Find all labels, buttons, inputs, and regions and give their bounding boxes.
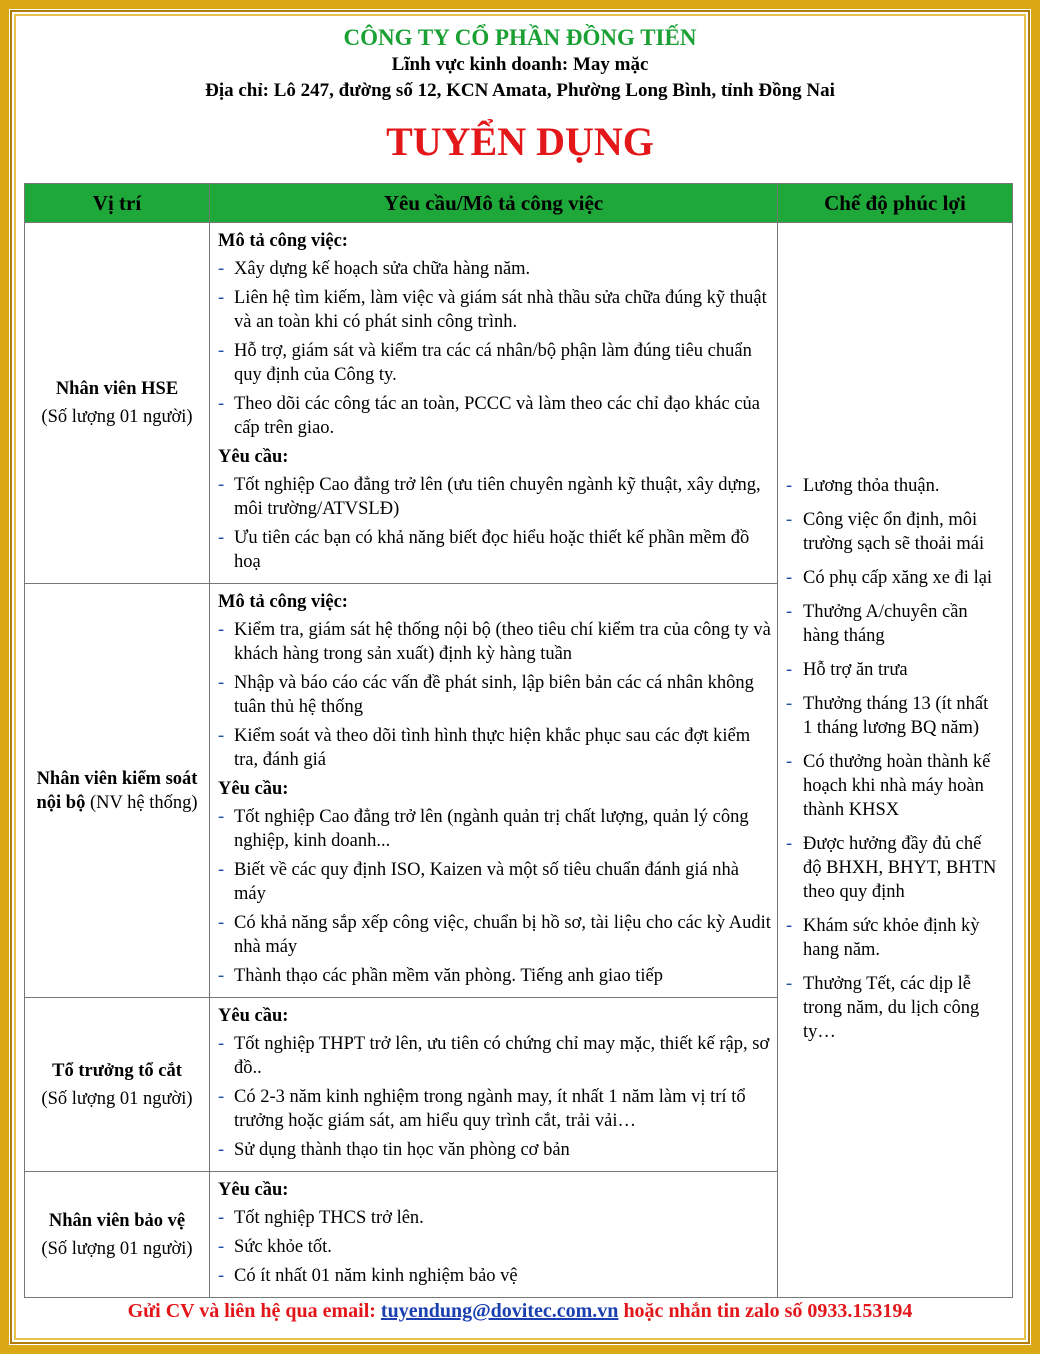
position-title: Tổ trưởng tổ cắt	[52, 1060, 182, 1081]
benefit-item: - Có thưởng hoàn thành kế hoạch khi nhà máy hoàn thành KHSX	[786, 750, 1002, 822]
position-title: Nhân viên kiểm soát nội bộ	[36, 768, 198, 813]
position-title: Nhân viên HSE	[55, 379, 179, 399]
list-item: - Kiểm tra, giám sát hệ thống nội bộ (theo tiêu chí kiểm tra của công ty và khách hàng trong sản xuất) định kỳ hàng tuần	[218, 618, 771, 666]
list-item: - Sử dụng thành thạo tin học văn phòng cơ bản	[218, 1138, 771, 1162]
contact-prefix: Gửi CV và liên hệ qua email:	[127, 1300, 376, 1322]
benefit-item: - Thưởng A/chuyên cần hàng tháng	[786, 600, 1002, 648]
list-item: - Sức khỏe tốt.	[218, 1235, 771, 1259]
list-item: - Ưu tiên các bạn có khả năng biết đọc hiểu hoặc thiết kế phần mềm đồ hoạ	[218, 526, 771, 574]
job-description-label: Mô tả công việc:	[218, 592, 348, 612]
list-item: - Có khả năng sắp xếp công việc, chuẩn bị hồ sơ, tài liệu cho các kỳ Audit nhà máy	[218, 911, 771, 959]
position-quantity: (Số lượng 01 người)	[41, 1088, 193, 1109]
job-description-cell	[210, 1172, 778, 1298]
email-link[interactable]: tuyendung@dovitec.com.vn	[380, 1300, 619, 1322]
list-item: - Tốt nghiệp THCS trở lên.	[218, 1206, 771, 1230]
job-description-cell	[210, 223, 778, 584]
list-item: - Tốt nghiệp Cao đẳng trở lên (ngành quản trị chất lượng, quản lý công nghiệp, kinh doanh...	[218, 805, 771, 853]
table-row	[25, 223, 1013, 584]
list-item: - Liên hệ tìm kiếm, làm việc và giám sát nhà thầu sửa chữa đúng kỹ thuật và an toàn khi có phát sinh công trình.	[218, 286, 771, 334]
column-header-benefits: Chế độ phúc lợi	[778, 184, 1013, 223]
position-quantity: (NV hệ thống)	[89, 792, 198, 813]
job-description-cell	[210, 584, 778, 998]
list-item: - Theo dõi các công tác an toàn, PCCC và làm theo các chỉ đạo khác của cấp trên giao.	[218, 392, 771, 440]
benefit-item: - Công việc ổn định, môi trường sạch sẽ thoải mái	[786, 508, 1002, 556]
benefit-item: - Được hưởng đầy đủ chế độ BHXH, BHYT, BHTN theo quy định	[786, 832, 1002, 904]
job-description-list	[218, 618, 771, 772]
list-item: - Xây dựng kế hoạch sửa chữa hàng năm.	[218, 257, 771, 281]
job-description-label: Mô tả công việc:	[218, 231, 348, 251]
job-description-list	[218, 257, 771, 440]
list-item: - Biết về các quy định ISO, Kaizen và một số tiêu chuẩn đánh giá nhà máy	[218, 858, 771, 906]
requirements-label: Yêu cầu:	[218, 1006, 289, 1026]
list-item: - Kiểm soát và theo dõi tình hình thực hiện khắc phục sau các đợt kiểm tra, đánh giá	[218, 724, 771, 772]
position-cell	[25, 584, 210, 998]
job-description-cell	[210, 998, 778, 1172]
benefits-list	[786, 474, 1002, 1044]
page-title: TUYỂN DỤNG	[386, 119, 654, 164]
benefit-item: - Lương thỏa thuận.	[786, 474, 1002, 498]
header	[0, 24, 1040, 166]
position-title: Nhân viên bảo vệ	[48, 1210, 186, 1231]
column-header-position: Vị trí	[25, 184, 210, 223]
contact-suffix: hoặc nhắn tin zalo số 0933.153194	[623, 1300, 913, 1322]
list-item: - Nhập và báo cáo các vấn đề phát sinh, lập biên bản các cá nhân không tuân thủ hệ thống	[218, 671, 771, 719]
requirements-label: Yêu cầu:	[218, 1180, 289, 1200]
requirements-label: Yêu cầu:	[218, 779, 289, 799]
list-item: - Có 2-3 năm kinh nghiệm trong ngành may, ít nhất 1 năm làm vị trí tổ trưởng hoặc giám sát, am hiểu quy trình cắt, trải vải…	[218, 1085, 771, 1133]
benefit-item: - Thưởng Tết, các dịp lễ trong năm, du lịch công ty…	[786, 972, 1002, 1044]
benefit-item: - Có phụ cấp xăng xe đi lại	[786, 566, 1002, 590]
list-item: - Hỗ trợ, giám sát và kiểm tra các cá nhân/bộ phận làm đúng tiêu chuẩn quy định của Công ty.	[218, 339, 771, 387]
requirements-list	[218, 473, 771, 574]
benefit-item: - Hỗ trợ ăn trưa	[786, 658, 1002, 682]
benefits-cell	[778, 223, 1013, 1298]
benefit-item: - Thưởng tháng 13 (ít nhất 1 tháng lương BQ năm)	[786, 692, 1002, 740]
column-header-requirements: Yêu cầu/Mô tả công việc	[210, 184, 778, 223]
list-item: - Có ít nhất 01 năm kinh nghiệm bảo vệ	[218, 1264, 771, 1288]
requirements-list	[218, 805, 771, 988]
company-address: Địa chỉ: Lô 247, đường số 12, KCN Amata, Phường Long Bình, tỉnh Đồng Nai	[205, 80, 835, 101]
list-item: - Tốt nghiệp Cao đẳng trở lên (ưu tiên chuyên ngành kỹ thuật, xây dựng, môi trường/ATVSLĐ)	[218, 473, 771, 521]
requirements-list	[218, 1206, 771, 1288]
position-quantity: (Số lượng 01 người)	[41, 407, 193, 427]
company-name: CÔNG TY CỔ PHẦN ĐỒNG TIẾN	[343, 25, 697, 50]
position-cell	[25, 998, 210, 1172]
business-field: Lĩnh vực kinh doanh: May mặc	[391, 54, 649, 75]
list-item: - Thành thạo các phần mềm văn phòng. Tiếng anh giao tiếp	[218, 964, 771, 988]
contact-footer	[0, 1300, 1040, 1323]
position-quantity: (Số lượng 01 người)	[41, 1238, 193, 1259]
position-cell	[25, 223, 210, 584]
requirements-list	[218, 1032, 771, 1162]
list-item: - Tốt nghiệp THPT trở lên, ưu tiên có chứng chỉ may mặc, thiết kế rập, sơ đồ..	[218, 1032, 771, 1080]
position-cell	[25, 1172, 210, 1298]
benefit-item: - Khám sức khỏe định kỳ hang năm.	[786, 914, 1002, 962]
requirements-label: Yêu cầu:	[218, 447, 289, 467]
table-header-row	[25, 184, 1013, 223]
job-table	[24, 183, 1013, 1298]
